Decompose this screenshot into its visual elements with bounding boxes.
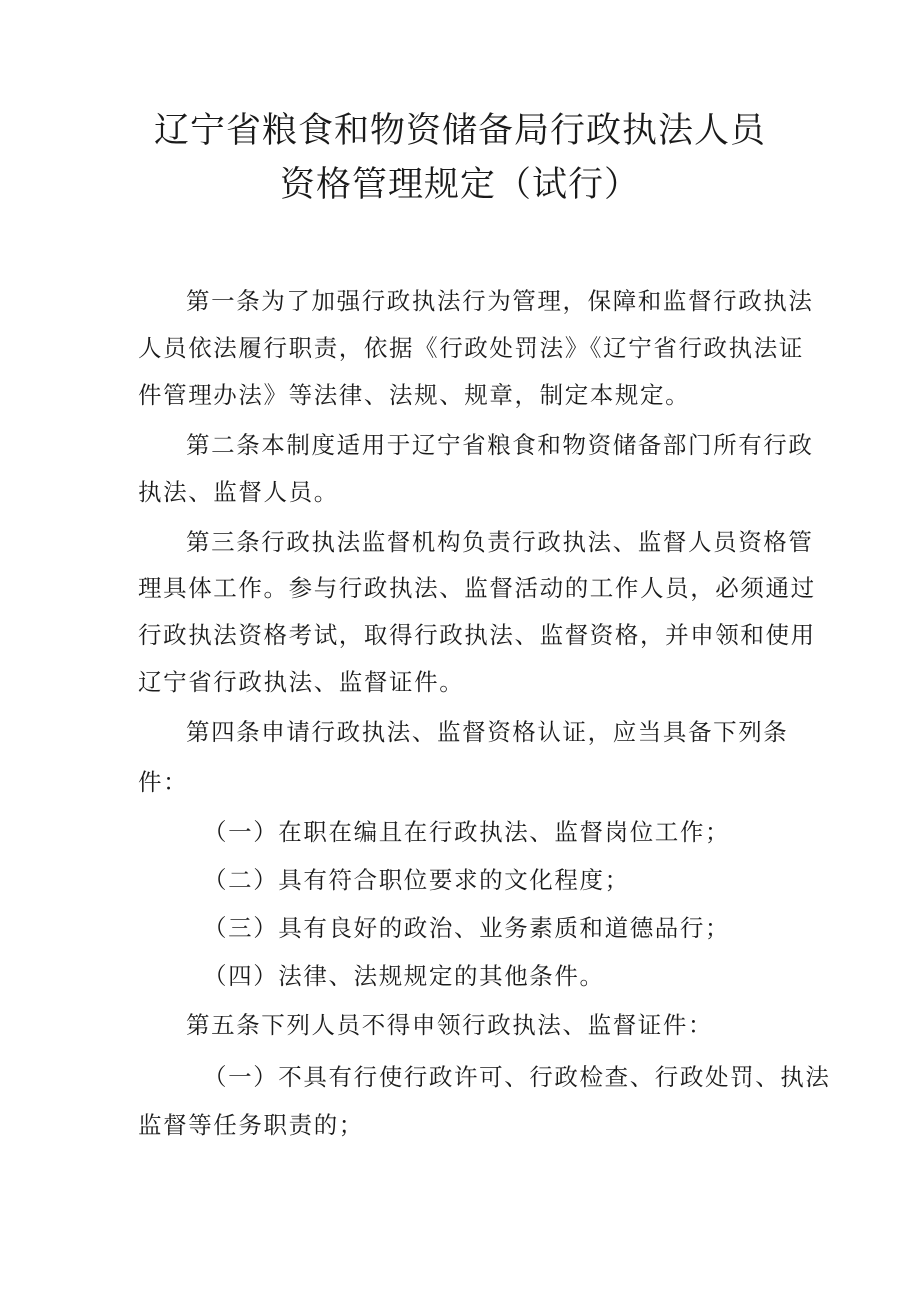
article-3-line-4: 辽宁省行政执法、监督证件。	[138, 668, 465, 696]
article-4-item-3: （三）具有良好的政治、业务素质和道德品行；	[203, 914, 731, 942]
article-5-item-1-line-2: 监督等任务职责的；	[138, 1111, 364, 1139]
article-1-line-2: 人员依法履行职责，依据《行政处罚法》《辽宁省行政执法证	[138, 334, 804, 362]
article-3-line-1: 第三条行政执法监督机构负责行政执法、监督人员资格管	[186, 528, 814, 556]
document-title-line-2: 资格管理规定（试行）	[279, 165, 640, 205]
article-4-item-1: （一）在职在编且在行政执法、监督岗位工作；	[203, 818, 731, 846]
article-4-item-2: （二）具有符合职位要求的文化程度；	[203, 866, 630, 894]
article-1-line-1: 第一条为了加强行政执法行为管理，保障和监督行政执法	[186, 287, 814, 315]
article-4-item-4: （四）法律、法规规定的其他条件。	[203, 962, 605, 990]
document-title-line-1: 辽宁省粮食和物资储备局行政执法人员	[153, 111, 766, 151]
article-2-line-2: 执法、监督人员。	[138, 478, 339, 506]
article-1-line-3: 件管理办法》等法律、法规、规章，制定本规定。	[138, 381, 691, 409]
article-4-line-1: 第四条申请行政执法、监督资格认证，应当具备下列条	[186, 718, 789, 746]
article-5-line-1: 第五条下列人员不得申领行政执法、监督证件：	[186, 1011, 714, 1039]
article-4-line-2: 件：	[138, 768, 189, 796]
article-5-item-1-line-1: （一）不具有行使行政许可、行政检查、行政处罚、执法	[203, 1063, 831, 1091]
article-3-line-3: 行政执法资格考试，取得行政执法、监督资格，并申领和使用	[138, 621, 816, 649]
article-3-line-2: 理具体工作。参与行政执法、监督活动的工作人员，必须通过	[138, 574, 816, 602]
article-2-line-1: 第二条本制度适用于辽宁省粮食和物资储备部门所有行政	[186, 431, 814, 459]
